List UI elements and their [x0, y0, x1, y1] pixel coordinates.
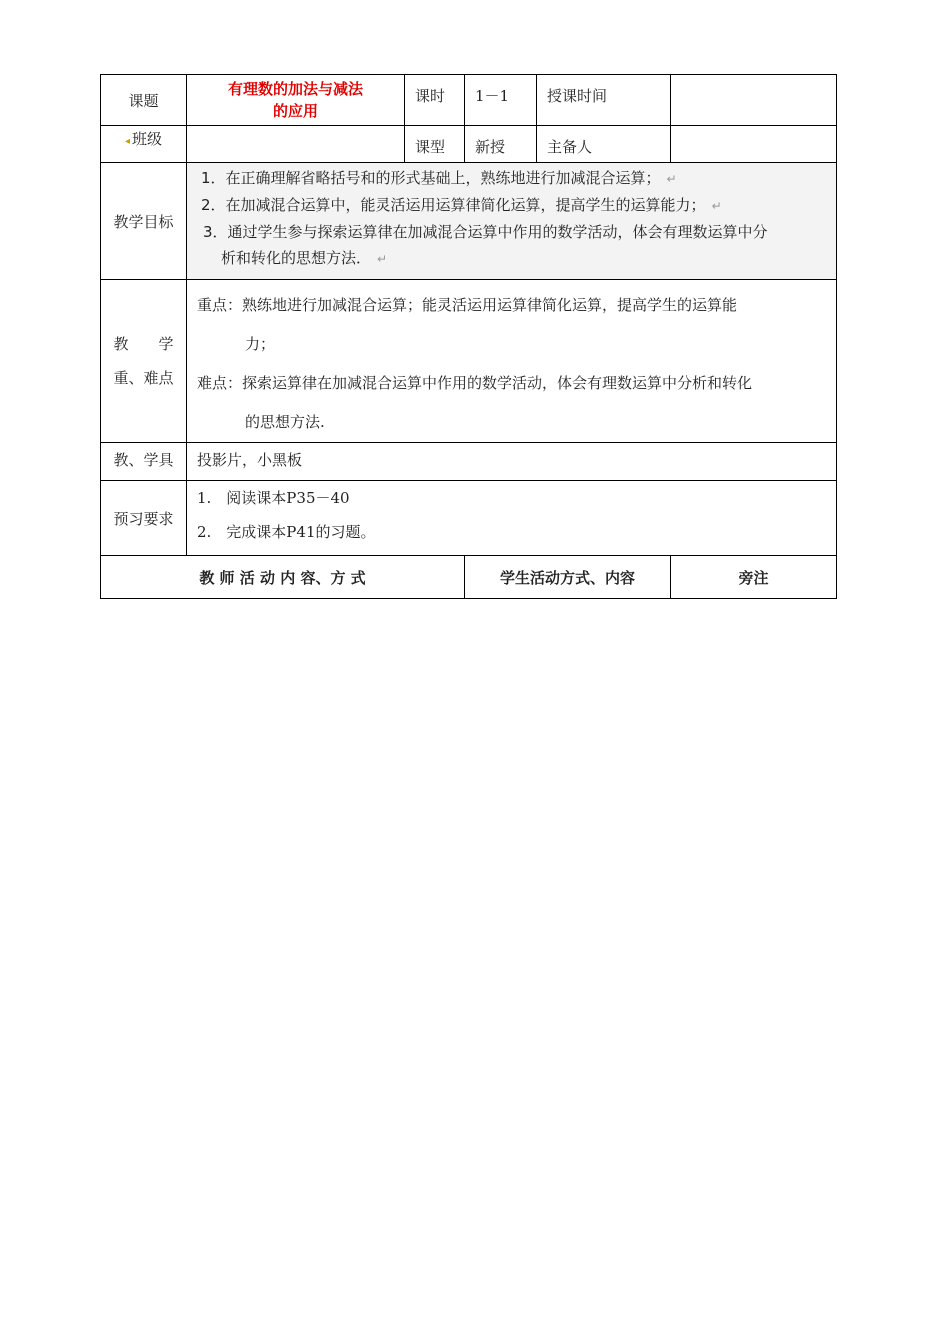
lesson-plan-table: [100, 74, 837, 599]
footer-row: [101, 556, 837, 599]
focus-line1: 重点：熟练地进行加减混合运算；能灵活运用运算律简化运算，提高学生的运算能: [197, 296, 738, 314]
type-label: 课型: [405, 126, 465, 163]
tools-row: [101, 443, 837, 481]
edit-mark-icon: ◂: [124, 136, 130, 147]
preview-label: 预习要求: [101, 481, 187, 556]
topic-title: [187, 75, 405, 126]
key-points-row: [101, 280, 837, 443]
preview-row: [101, 481, 837, 556]
lesson-plan-page: [100, 74, 836, 599]
key-points-content: [187, 280, 837, 443]
time-label: 授课时间: [537, 75, 671, 126]
difficulty-line2: 的思想方法.: [245, 413, 325, 431]
return-mark-icon: ↵: [711, 199, 722, 213]
tools-value: 投影片，小黑板: [187, 443, 837, 481]
header-row-2: [101, 126, 837, 163]
type-value: 新授: [465, 126, 537, 163]
teacher-activity-header: 教 师 活 动 内 容、方 式: [101, 556, 465, 599]
header-row-1: [101, 75, 837, 126]
objective-item: 1．在正确理解省略括号和的形式基础上，熟练地进行加减混合运算；: [201, 169, 661, 187]
period-value: 1－1: [465, 75, 537, 126]
objective-item: 3．通过学生参与探索运算律在加减混合运算中作用的数学活动，体会有理数运算中分: [203, 223, 768, 241]
class-label: 班级: [132, 130, 163, 148]
preview-item: 2. 完成课本P41的习题。: [197, 523, 376, 541]
topic-title-line1: 有理数的加法与减法: [227, 80, 363, 98]
objectives-label: 教学目标: [101, 163, 187, 280]
key-points-label: [101, 280, 187, 443]
topic-label: 课题: [101, 75, 187, 126]
return-mark-icon: ↵: [377, 252, 388, 266]
key-points-label-line1: 教 学: [113, 335, 174, 353]
objectives-row: [101, 163, 837, 280]
student-activity-header: 学生活动方式、内容: [465, 556, 671, 599]
notes-header: 旁注: [671, 556, 837, 599]
objective-item: 2．在加减混合运算中，能灵活运用运算律简化运算，提高学生的运算能力；: [201, 196, 706, 214]
return-mark-icon: ↵: [666, 172, 677, 186]
focus-line2: 力；: [245, 335, 276, 353]
difficulty-line1: 难点：探索运算律在加减混合运算中作用的数学活动，体会有理数运算中分析和转化: [197, 374, 753, 392]
preparer-label: 主备人: [537, 126, 671, 163]
key-points-label-line2: 重、难点: [113, 369, 174, 387]
tools-label: 教、学具: [101, 443, 187, 481]
period-label: 课时: [405, 75, 465, 126]
preparer-value: [671, 126, 837, 163]
objectives-content: [187, 163, 837, 280]
preview-content: [187, 481, 837, 556]
objective-item: 析和转化的思想方法．: [221, 249, 372, 267]
class-value: [187, 126, 405, 163]
topic-title-line2: 的应用: [272, 102, 318, 120]
preview-item: 1. 阅读课本P35－40: [197, 489, 350, 507]
class-label-cell: [101, 126, 187, 163]
time-value: [671, 75, 837, 126]
